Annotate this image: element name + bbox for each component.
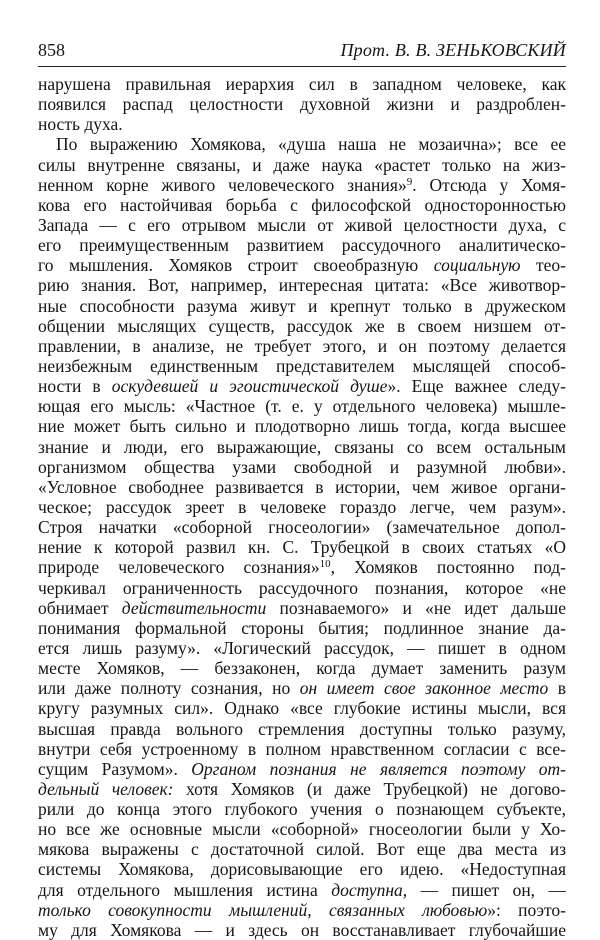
text-line: понимания формальной стороны бытия; подлинное знание да- — [38, 617, 566, 638]
text-span: познаваемого» и «не идет дальше — [266, 597, 566, 618]
text-line: кругу разумных сил». Однако «все глубокие истины мысли, вся — [38, 698, 566, 719]
text-line: рию знания. Вот, например, интересная цитата: «Все животвор- — [38, 275, 566, 296]
footnote-ref: 9 — [406, 175, 413, 188]
text-line: черкивал ограниченность рассудочного познания, которое «не — [38, 577, 566, 598]
running-head: Прот. В. В. ЗЕНЬКОВСКИЙ — [340, 40, 566, 60]
italic-span: действительности — [121, 597, 267, 618]
text-line: ние может быть сильно и плодотворно лишь тогда, когда высшее — [38, 416, 566, 437]
text-line — [38, 255, 566, 275]
text-line: ющая его мысль: «Частное (т. е. у отдельного человека) мышле- — [38, 396, 566, 417]
text-line — [38, 678, 566, 698]
text-span: сущим Разумом». — [38, 758, 192, 779]
text-line: мякова выражены с достаточной силой. Вот еще два места из — [38, 839, 566, 860]
text-line: му для Хомякова — и здесь он восстанавливает глубочайшие — [38, 919, 566, 940]
text-line — [38, 779, 566, 799]
text-line: внутри себя устроенному в полном нравственном согласии с все- — [38, 738, 566, 759]
text-span: тео- — [520, 255, 566, 276]
text-span: го мышления. Хомяков строит своеобразную — [38, 255, 434, 276]
text-line: ные способности разума живут и крепнут только в дружеском — [38, 295, 566, 316]
text-line: его преимущественным развитием рассудочного аналитическо- — [38, 235, 566, 256]
text-span: ности в — [38, 376, 112, 397]
text-line — [38, 175, 566, 195]
text-line — [38, 598, 566, 618]
text-line: правлении, в анализе, не требует этого, и он поэтому делается — [38, 335, 566, 356]
text-span: для отдельного мышления истина — [38, 879, 332, 900]
text-span: хотя Хомяков (и даже Трубецкой) не догово- — [173, 778, 566, 799]
text-line: рили до конца этого глубокого учения о познающем субъекте, — [38, 799, 566, 820]
text-line: неизбежным единственным представителем мыслящей способ- — [38, 355, 566, 376]
text-line — [38, 900, 566, 920]
footnote-ref: 10 — [319, 558, 331, 571]
text-span: ненном корне живого человеческого знания» — [38, 174, 407, 195]
body-text — [38, 74, 566, 940]
text-span: обнимает — [38, 597, 122, 618]
text-line: знание и люди, его выражающие, связаны со всем остальным — [38, 436, 566, 457]
text-line: ческое; рассудок зреет в человеке гораздо легче, чем разум». — [38, 496, 566, 517]
text-line: нарушена правильная иерархия сил в западном человеке, как — [38, 74, 566, 94]
text-line: высшая правда вольного стремления доступны только разуму, — [38, 718, 566, 739]
text-span: . Отсюда у Хомя- — [412, 174, 566, 195]
italic-span: он имеет свое законное место — [299, 678, 549, 699]
italic-span: социальную — [433, 255, 521, 276]
header-rule — [38, 66, 566, 67]
text-line: появился распад целостности духовной жизни и раздроблен- — [38, 94, 566, 115]
text-span: ». Еще важнее следу- — [387, 376, 566, 397]
page-number: 858 — [38, 40, 65, 60]
text-line — [38, 759, 566, 779]
text-line: ется лишь разуму». «Логический рассудок, — пишет в одном — [38, 637, 566, 658]
text-line — [38, 557, 566, 577]
italic-span: Органом познания не является поэтому от- — [191, 758, 566, 779]
text-line: Строя начатки «соборной гносеологии» (замечательное допол- — [38, 517, 566, 538]
text-line: общении мыслящих существ, рассудок же в своем низшем от- — [38, 315, 566, 336]
text-span: , Хомяков постоянно под- — [330, 557, 566, 578]
text-span: или даже полноту сознания, но — [38, 678, 300, 699]
text-line: Запада — с его отрывом мысли от живой целостности духа, с — [38, 214, 566, 235]
text-line: системы Хомякова, дорисовывающие его идею. «Недоступная — [38, 859, 566, 880]
text-line: нение к которой развил кн. С. Трубецкой в своих статьях «О — [38, 537, 566, 558]
text-line: кова его настойчивая борьба с философской односторонностью — [38, 194, 566, 215]
text-line: организмом общества узами свободной и разумной любви». — [38, 456, 566, 477]
text-line: ность духа. — [38, 114, 123, 135]
italic-span: оскудевшей и эгоистической душе — [111, 376, 388, 397]
italic-span: дельный человек: — [38, 778, 174, 799]
text-line: месте Хомяков, — беззаконен, когда думает заменить разум — [38, 658, 566, 679]
italic-span: доступна, — [331, 879, 408, 900]
text-span: в — [548, 678, 566, 699]
text-span: природе человеческого сознания» — [38, 557, 320, 578]
page-header — [38, 40, 566, 64]
text-line: силы внутренне связаны, и даже наука «растет только на жиз- — [38, 154, 566, 175]
text-line: но все же основные мысли «соборной» гносеологии были у Хо- — [38, 819, 566, 840]
text-line: «Условное свободнее развивается в истории, чем живое органи- — [38, 476, 566, 497]
text-span: — пишет он, — — [407, 879, 566, 900]
text-line — [38, 376, 566, 396]
text-span: »: поэто- — [487, 899, 566, 920]
text-line: По выражению Хомякова, «душа наша не мозаична»; все ее — [56, 134, 566, 155]
italic-span: только совокупности мышлений, связанных любовью — [38, 899, 488, 920]
